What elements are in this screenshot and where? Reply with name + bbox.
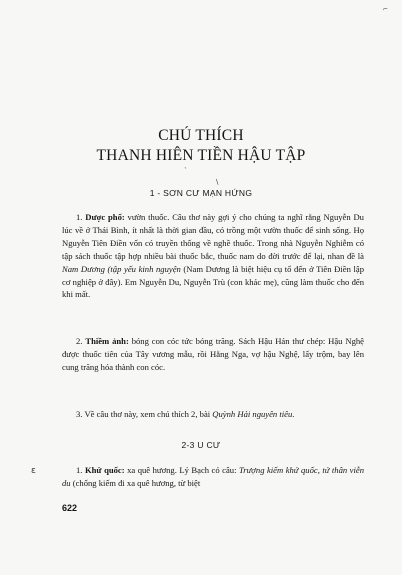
stray-mark: \ (216, 178, 219, 186)
note-term: Khứ quốc: (84, 465, 125, 475)
note-term: Dược phố: (85, 212, 125, 222)
notes-title: CHÚ THÍCH (158, 127, 244, 144)
note-text-after: . (292, 409, 295, 419)
note-text: Về câu thơ này, xem chú thích 2, bài (84, 409, 213, 419)
note-number: 1. (76, 212, 83, 222)
note-u-cu-1 (62, 464, 364, 490)
section-heading-son-cu: 1 - SƠN CƯ MẠN HỨNG (149, 188, 253, 198)
note-italic: Quỳnh Hải nguyên tiêu (212, 409, 293, 419)
note-italic: Trượng kiếm khứ quốc, tứ thân viễn du (62, 465, 364, 488)
corner-mark: ⌐ (383, 6, 389, 13)
note-number: 3. (76, 409, 83, 419)
margin-mark: ε (31, 466, 36, 476)
note-number: 1. (76, 465, 83, 475)
page-number: 622 (62, 503, 78, 513)
note-number: 2. (76, 336, 83, 346)
note-term: Thiềm ảnh: (85, 336, 129, 346)
note-1 (62, 211, 364, 301)
note-text-after: (chống kiếm đi xa quê hương, từ biệt (70, 477, 201, 488)
book-title: THANH HIÊN TIỀN HẬU TẬP (96, 147, 306, 164)
note-text: vườn thuốc. Câu thơ này gợi ý cho chúng ta nghĩ rằng Nguyễn Du lúc về ở Thái Bình, ít nhất là thời gian đầu, có trồng một vườn thuốc để sinh sống. Họ Nguyễn Tiên Điền vốn có truyền thống về nghề thuốc. Trong nhà Nguyễn Nghiễm có tập sách thuốc tập hợp nhiều bài thuốc bắc, thuốc nam do đời trước để lại, nhan đề là (62, 212, 364, 261)
note-2 (62, 335, 364, 374)
section-heading-u-cu: 2-3 U CƯ (181, 440, 221, 450)
note-italic: Nam Dương (tập yếu kinh nguyện (62, 263, 181, 274)
note-text-after: (Nam Dương là biệt hiệu cụ tổ đến ở Tiên Điền lập cơ nghiệp ở đây). Em Nguyễn Du, Nguyễn Trù (con khác mẹ), cũng làm thuốc cho đến khi mất. (62, 263, 364, 300)
stray-mark: ` (184, 167, 188, 175)
note-3 (62, 408, 364, 421)
note-text: bóng con cóc tức bóng trăng. Sách Hậu Hán thư chép: Hậu Nghệ được thuốc tiên của Tây vương mẫu, rồi Hằng Nga, vợ hậu Nghệ, lấy trộm, bay lên cung trăng hóa thành con cóc. (62, 336, 364, 372)
note-text: xa quê hương. Lý Bạch có câu: (124, 465, 239, 475)
